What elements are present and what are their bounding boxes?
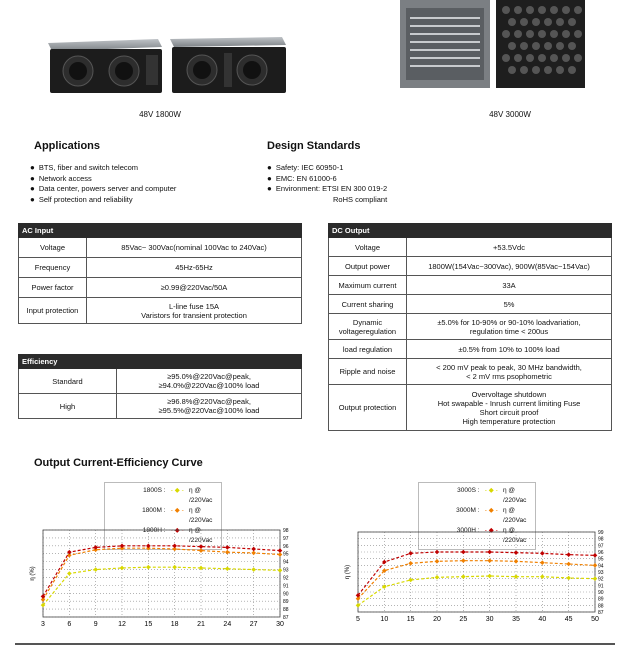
data-point xyxy=(514,574,519,579)
x-tick-label: 20 xyxy=(433,616,441,623)
y-tick-label: 93 xyxy=(598,570,604,576)
data-point xyxy=(461,574,466,579)
table-cell: 5% xyxy=(407,295,612,314)
data-point xyxy=(251,551,256,556)
table-cell: ±0.5% from 10% to 100% load xyxy=(407,340,612,359)
data-point xyxy=(251,567,256,572)
cell-line: voltageregulation xyxy=(338,326,397,336)
data-point xyxy=(225,545,230,550)
data-point xyxy=(593,576,598,581)
legend-text: η @ /220Vac xyxy=(188,507,213,524)
table-cell: 33A xyxy=(407,276,612,295)
legend-label: 1800S : xyxy=(143,487,166,494)
y-tick-label: 87 xyxy=(283,615,289,621)
y-tick-label: 96 xyxy=(598,550,604,556)
y-tick-label: 97 xyxy=(283,535,289,542)
data-point xyxy=(146,544,151,549)
cell-line: Overvoltage shutdown xyxy=(471,389,547,399)
x-tick-label: 30 xyxy=(485,616,494,623)
data-point xyxy=(225,550,230,555)
table-cell xyxy=(117,394,302,419)
y-tick-label: 89 xyxy=(598,596,604,603)
data-point xyxy=(461,550,466,555)
data-point xyxy=(199,548,204,553)
x-tick-label: 6 xyxy=(67,621,72,628)
table-cell: 1800W(154Vac~300Vac), 900W(85Vac~154Vac) xyxy=(407,257,612,276)
x-tick-label: 24 xyxy=(223,621,232,628)
table-cell: Current sharing xyxy=(329,295,407,314)
y-tick-label: 95 xyxy=(598,556,604,563)
x-tick-label: 10 xyxy=(380,616,389,623)
efficiency-chart-3000w xyxy=(335,520,615,630)
cell-line: < 200 mV peak to peak, 30 MHz bandwidth, xyxy=(436,362,582,372)
y-tick-label: 96 xyxy=(283,543,289,550)
legend-marker: - ◆ - xyxy=(484,507,498,514)
series-line xyxy=(43,567,280,605)
applications-title: Applications xyxy=(34,140,101,152)
footer-rule xyxy=(15,643,615,645)
x-tick-label: 25 xyxy=(459,616,468,623)
applications-list xyxy=(30,163,176,205)
legend-marker: - ◆ - xyxy=(484,487,498,494)
list-item: ● Safety: IEC 60950-1 xyxy=(267,163,387,174)
x-tick-label: 27 xyxy=(249,621,258,628)
y-tick-label: 99 xyxy=(598,530,604,536)
y-tick-label: 92 xyxy=(283,575,289,582)
data-point xyxy=(120,544,125,549)
product-3000w-caption: 48V 3000W xyxy=(489,110,531,119)
data-point xyxy=(172,544,177,549)
data-point xyxy=(435,575,440,580)
cell-line: ±5.0% for 10-90% or 90-10% loadvariation, xyxy=(437,317,581,327)
x-tick-label: 45 xyxy=(564,616,573,623)
x-tick-label: 12 xyxy=(118,621,126,628)
list-item: ● Network access xyxy=(30,174,176,185)
list-item: ● BTS, fiber and switch telecom xyxy=(30,163,176,174)
data-point xyxy=(435,550,440,555)
data-point xyxy=(172,565,177,570)
data-point xyxy=(67,571,72,576)
x-tick-label: 35 xyxy=(512,616,520,623)
y-tick-label: 87 xyxy=(598,610,604,616)
legend-text: η @ /220Vac xyxy=(502,487,527,504)
y-tick-label: 92 xyxy=(598,576,604,583)
table-cell xyxy=(407,359,612,385)
y-axis-label: η (%) xyxy=(345,564,351,580)
cell-line: ≥96.8%@220Vac@peak, xyxy=(167,397,251,406)
cell-line: L-line fuse 15A xyxy=(168,301,220,311)
y-tick-label: 94 xyxy=(283,559,289,566)
x-tick-label: 15 xyxy=(144,621,153,628)
x-tick-label: 5 xyxy=(356,616,360,623)
table-cell: Frequency xyxy=(19,258,87,278)
cell-line: High temperature protection xyxy=(462,416,556,426)
data-point xyxy=(566,552,571,557)
cell-line: < 2 mV rms psophometric xyxy=(466,371,552,381)
legend-label: 1800M : xyxy=(142,507,166,514)
legend-marker: - ◆ - xyxy=(170,507,184,514)
cell-line: ≥95.0%@220Vac@peak, xyxy=(167,372,251,381)
y-tick-label: 97 xyxy=(598,543,604,550)
data-point xyxy=(225,566,230,571)
dc-output-table xyxy=(328,223,612,431)
y-tick-label: 89 xyxy=(283,599,289,606)
rohs-note: RoHS compliant xyxy=(333,195,388,204)
legend-label: 1800H : xyxy=(142,527,166,534)
data-point xyxy=(566,562,571,567)
product-1800w-image xyxy=(40,35,290,97)
y-tick-label: 88 xyxy=(598,603,604,610)
list-item: ● Environment: ETSI EN 300 019-2 xyxy=(267,184,387,195)
legend-text: η @ /220Vac xyxy=(502,507,527,524)
curve-section-title: Output Current-Efficiency Curve xyxy=(34,457,203,469)
x-tick-label: 3 xyxy=(41,621,45,628)
table-cell: Standard xyxy=(19,369,117,394)
legend-marker: - ◆ - xyxy=(170,487,184,494)
data-point xyxy=(540,574,545,579)
design-standards-list xyxy=(267,163,387,195)
data-point xyxy=(514,550,519,555)
legend-label: 3000M : xyxy=(456,507,480,514)
legend-marker: - ◆ - xyxy=(170,527,184,534)
data-point xyxy=(487,574,492,579)
table-cell xyxy=(87,298,302,324)
data-point xyxy=(593,553,598,558)
table-cell: Voltage xyxy=(19,238,87,258)
table-cell xyxy=(407,385,612,431)
data-point xyxy=(593,563,598,568)
ac-input-table xyxy=(18,223,302,324)
data-point xyxy=(566,576,571,581)
cell-line: Varistors for transient protection xyxy=(141,310,247,320)
list-item: ● Self protection and reliability xyxy=(30,195,176,206)
table-cell: Power factor xyxy=(19,278,87,298)
cell-line: Dynamic xyxy=(352,317,383,327)
data-point xyxy=(278,548,283,553)
legend-text: η @ /220Vac xyxy=(188,487,213,504)
product-1800w-caption: 48V 1800W xyxy=(139,110,181,119)
y-tick-label: 95 xyxy=(283,551,289,558)
series-line xyxy=(43,548,280,599)
ac-input-title: AC Input xyxy=(19,224,302,238)
table-cell: 45Hz-65Hz xyxy=(87,258,302,278)
x-tick-label: 9 xyxy=(93,621,98,628)
x-tick-label: 40 xyxy=(538,616,547,623)
cell-line: regulation time < 200us xyxy=(469,326,549,336)
dc-output-title: DC Output xyxy=(329,224,612,238)
y-tick-label: 94 xyxy=(598,563,604,570)
list-item: ● Data center, powers server and computer xyxy=(30,184,176,195)
data-point xyxy=(540,560,545,565)
x-tick-label: 21 xyxy=(197,621,205,628)
data-point xyxy=(487,550,492,555)
table-cell xyxy=(117,369,302,394)
data-point xyxy=(435,559,440,564)
efficiency-table xyxy=(18,354,302,419)
y-tick-label: 93 xyxy=(283,567,289,574)
y-tick-label: 90 xyxy=(598,590,604,596)
y-tick-label: 90 xyxy=(283,591,289,598)
y-tick-label: 98 xyxy=(283,528,289,534)
data-point xyxy=(487,558,492,563)
x-tick-label: 50 xyxy=(591,616,599,623)
x-tick-label: 15 xyxy=(406,616,415,623)
legend-text: η @ /220Vac xyxy=(502,527,527,544)
data-point xyxy=(540,551,545,556)
plot-frame xyxy=(43,530,280,617)
table-cell xyxy=(407,314,612,340)
table-cell xyxy=(329,314,407,340)
design-standards-title: Design Standards xyxy=(267,140,361,152)
table-cell: load regulation xyxy=(329,340,407,359)
efficiency-chart-1800w xyxy=(20,520,300,630)
table-cell: Maximum current xyxy=(329,276,407,295)
table-cell: High xyxy=(19,394,117,419)
product-3000w-image xyxy=(400,0,585,92)
y-tick-label: 91 xyxy=(283,583,289,590)
data-point xyxy=(278,568,283,573)
x-tick-label: 18 xyxy=(170,621,179,628)
data-point xyxy=(146,565,151,570)
y-tick-label: 91 xyxy=(598,583,604,590)
data-point xyxy=(93,567,98,572)
efficiency-title: Efficiency xyxy=(19,355,302,369)
series-line xyxy=(358,576,595,605)
cell-line: Short circuit proof xyxy=(479,407,539,417)
cell-line: Hot swapable - Inrush current limiting Fuse xyxy=(437,398,581,408)
y-tick-label: 98 xyxy=(598,536,604,543)
table-cell: Output protection xyxy=(329,385,407,431)
legend-marker: - ◆ - xyxy=(484,527,498,534)
cell-line: ≥95.5%@220Vac@100% load xyxy=(158,406,260,415)
data-point xyxy=(251,547,256,552)
data-point xyxy=(120,566,125,571)
cell-line: ≥94.0%@220Vac@100% load xyxy=(158,381,260,390)
x-tick-label: 30 xyxy=(276,621,284,628)
table-cell: 85Vac~ 300Vac(nominal 100Vac to 240Vac) xyxy=(87,238,302,258)
legend-text: η @ /220Vac xyxy=(188,527,213,544)
table-cell: Output power xyxy=(329,257,407,276)
table-cell: Voltage xyxy=(329,238,407,257)
y-axis-label: η (%) xyxy=(30,566,36,581)
data-point xyxy=(461,558,466,563)
table-cell: +53.5Vdc xyxy=(407,238,612,257)
table-cell: ≥0.99@220Vac/50A xyxy=(87,278,302,298)
list-item: ● EMC: EN 61000-6 xyxy=(267,174,387,185)
y-tick-label: 88 xyxy=(283,607,289,614)
data-point xyxy=(408,561,413,566)
data-point xyxy=(514,559,519,564)
legend-label: 3000S : xyxy=(457,487,480,494)
legend-label: 3000H : xyxy=(456,527,480,534)
series-line xyxy=(358,561,595,599)
data-point xyxy=(199,544,204,549)
data-point xyxy=(278,552,283,557)
table-cell: Ripple and noise xyxy=(329,359,407,385)
table-cell: Input protection xyxy=(19,298,87,324)
